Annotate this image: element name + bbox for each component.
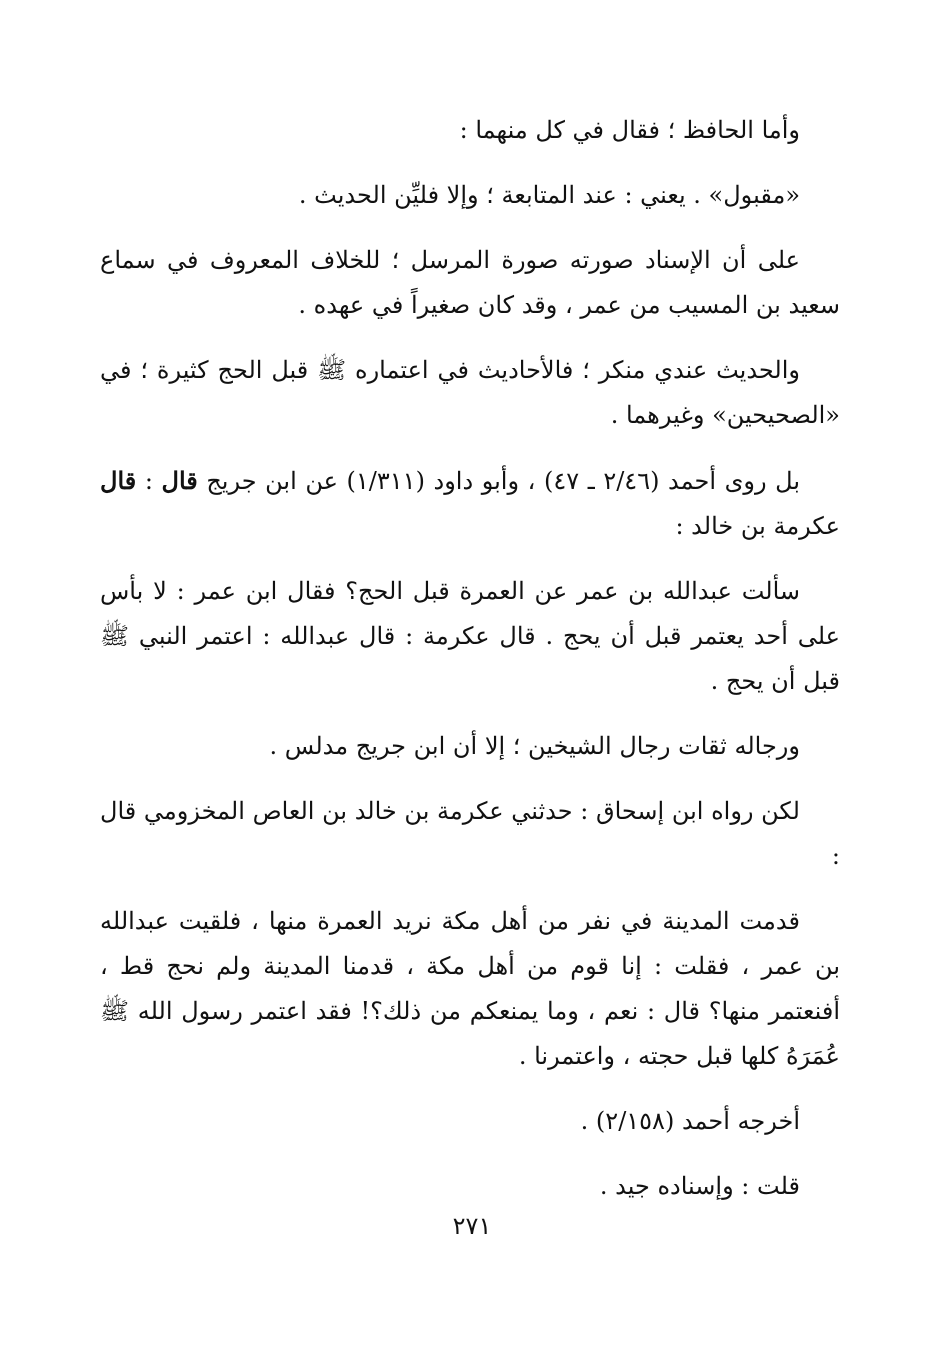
paragraph-ibn-ishaq: لكن رواه ابن إسحاق : حدثني عكرمة بن خالد بن العاص المخزومي قال : — [100, 797, 840, 870]
page-body — [100, 108, 840, 1209]
ahmad-suffix: عكرمة بن خالد : — [675, 512, 840, 540]
page-number: ٢٧١ — [452, 1212, 492, 1240]
ahmad-bold-qala-2: قال — [100, 466, 137, 495]
paragraph-qultu: قلت : وإسناده جيد . — [599, 1172, 800, 1200]
paragraph-quote-madina: قدمت المدينة في نفر من أهل مكة نريد العمرة منها ، فلقيت عبدالله بن عمر ، فقلت : إنا قوم من أهل مكة ، قدمنا المدينة ولم نحج قط ، أفنعتمر منها؟ قال : نعم ، وما يمنعكم من ذلك؟! فقد اعتمر رسول الله ﷺ عُمَرَهُ كلها قبل حجته ، واعتمرنا . — [100, 907, 840, 1070]
paragraph-quote-ibn-umar: سألت عبدالله بن عمر عن العمرة قبل الحج؟ فقال ابن عمر : لا بأس على أحد يعتمر قبل أن يحج . قال عكرمة : قال عبدالله : اعتمر النبي ﷺ قبل أن يحج . — [100, 577, 840, 695]
ahmad-mid: : — [136, 467, 162, 495]
paragraph-hafiz: وأما الحافظ ؛ فقال في كل منهما : — [459, 116, 800, 144]
paragraph-hadith-munkar: والحديث عندي منكر ؛ فالأحاديث في اعتماره ﷺ قبل الحج كثيرة ؛ في «الصحيحين» وغيرهما . — [100, 356, 840, 429]
paragraph-maqbul: «مقبول» . يعني : عند المتابعة ؛ وإلا فليِّن الحديث . — [298, 181, 800, 209]
paragraph-rijal: ورجاله ثقات رجال الشيخين ؛ إلا أن ابن جريج مدلس . — [269, 732, 800, 760]
paragraph-isnad-mursal: على أن الإسناد صورته صورة المرسل ؛ للخلاف المعروف في سماع سعيد بن المسيب من عمر ، وقد كان صغيراً في عهده . — [100, 246, 840, 319]
ahmad-bold-qala-1: قال — [161, 466, 198, 495]
paragraph-ahmad-abudawud — [100, 458, 840, 549]
ahmad-prefix: بل روى أحمد (٢/٤٦ ـ ٤٧) ، وأبو داود (١/٣١١) عن ابن جريج — [197, 467, 801, 495]
paragraph-akhrajahu: أخرجه أحمد (٢/١٥٨) . — [580, 1107, 800, 1135]
